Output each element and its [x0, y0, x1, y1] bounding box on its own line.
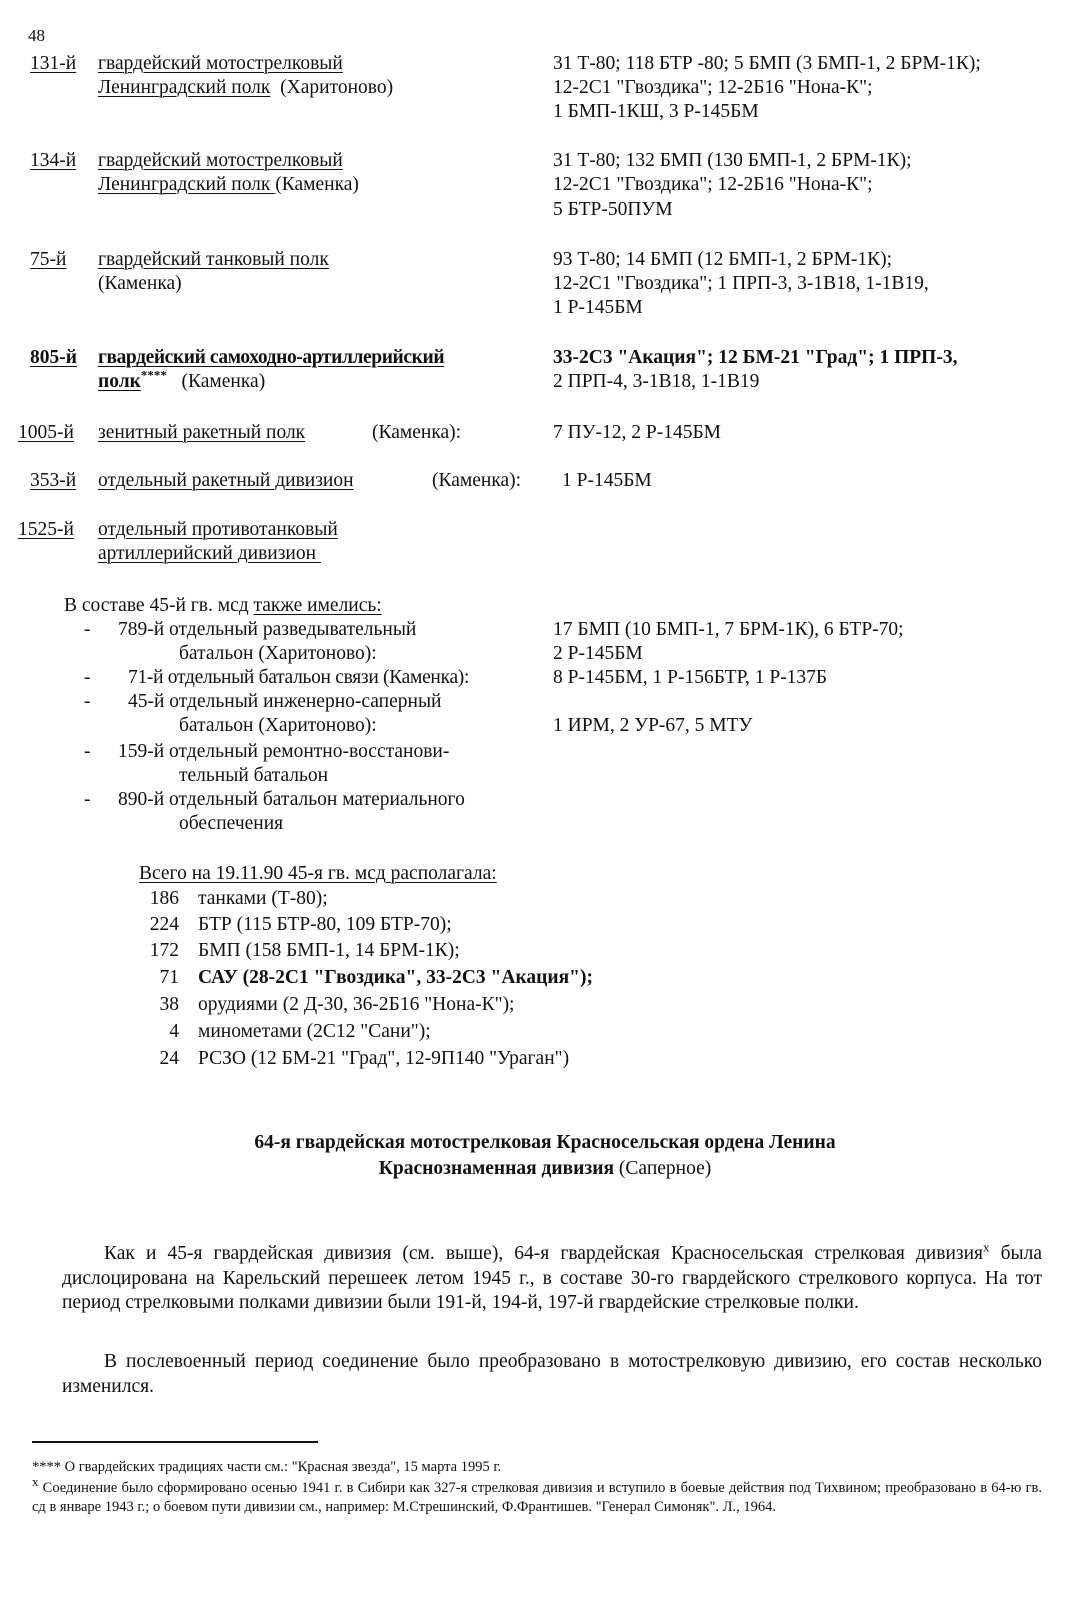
footnote-mark: x: [982, 1239, 990, 1255]
footnote-mark: ****: [32, 1459, 61, 1475]
equipment-line: 12-2С1 "Гвоздика"; 1 ПРП-3, 3-1В18, 1-1В19,: [553, 273, 929, 294]
equipment-line: 2 Р-145БМ: [553, 643, 643, 664]
equipment-line: 17 БМП (10 БМП-1, 7 БРМ-1К), 6 БТР-70;: [553, 619, 904, 640]
regiment-name-line2: полк: [98, 371, 141, 392]
regiment-name-line2: Ленинградский полк: [98, 174, 276, 195]
regiment-location: (Каменка): [98, 273, 182, 294]
body-paragraph-1: [62, 1239, 1042, 1316]
total-text: орудиями (2 Д-30, 36-2Б16 "Нона-К");: [198, 994, 515, 1015]
equipment-line: 2 ПРП-4, 3-1В18, 1-1В19: [553, 371, 760, 392]
unit-line: 890-й отдельный батальон материального: [118, 789, 465, 810]
list-dash: -: [84, 667, 91, 688]
total-count: 224: [149, 914, 179, 935]
regiment-number: 353-й: [30, 470, 77, 491]
total-count: 4: [169, 1021, 179, 1042]
regiment-location: (Харитоново): [280, 77, 394, 98]
division-heading-location: (Саперное): [614, 1158, 712, 1179]
footnote-2: [32, 1474, 1042, 1517]
unit-line: 71-й отдельный батальон связи (Каменка):: [128, 667, 470, 688]
list-dash: -: [84, 691, 91, 712]
equipment-line: 5 БТР-50ПУМ: [553, 199, 673, 220]
equipment-line: 33-2С3 "Акация"; 12 БМ-21 "Град"; 1 ПРП-3,: [553, 347, 958, 368]
unit-line: тельный батальон: [179, 765, 329, 786]
total-count: 172: [149, 940, 179, 961]
regiment-number: 134-й: [30, 150, 77, 171]
regiment-name-line1: отдельный противотанковый: [98, 519, 338, 540]
regiment-number: 131-й: [30, 53, 77, 74]
regiment-location: (Каменка):: [372, 422, 462, 443]
unit-line: батальон (Харитоново):: [179, 643, 377, 664]
equipment-line: 12-2С1 "Гвоздика"; 12-2Б16 "Нона-К";: [553, 77, 873, 98]
total-count: 38: [159, 994, 179, 1015]
paragraph-text: была дислоцирована на Карельский перешеек летом 1945 г., в составе 30-го гвардейского стрелкового корпуса. На тот период стрелковыми полками дивизии были 191-й, 194-й, 197-й гвардейские стрелковые полки.: [62, 1243, 1042, 1313]
regiment-name-line1: гвардейский мотострелковый: [98, 150, 343, 171]
list-dash: -: [84, 741, 91, 762]
list-dash: -: [84, 619, 91, 640]
list-dash: -: [84, 789, 91, 810]
equipment-line: 1 БМП-1КШ, 3 Р-145БМ: [553, 101, 759, 122]
unit-line: 159-й отдельный ремонтно-восстанови-: [118, 741, 450, 762]
footnote-text: Соединение было сформировано осенью 1941 г. в Сибири как 327-я стрелковая дивизия и вступило в боевые действия под Тихвином; преобразовано в 64-ю гв. сд в январе 1943 г.; о боевом пути дивизии см., например: М.Стрешинский, Ф.Франтишев. "Генерал Симоняк". Л., 1964.: [32, 1480, 1042, 1515]
equipment-line: 1 ИРМ, 2 УР-67, 5 МТУ: [553, 715, 753, 736]
regiment-name-line1: гвардейский самоходно-артиллерийский: [98, 347, 445, 368]
total-text: БТР (115 БТР-80, 109 БТР-70);: [198, 914, 452, 935]
regiment-name-line1: зенитный ракетный полк: [98, 422, 306, 443]
footnote-separator: [32, 1441, 318, 1443]
page-number: 48: [28, 26, 45, 45]
unit-line: 45-й отдельный инженерно-саперный: [128, 691, 442, 712]
total-count: 186: [149, 888, 179, 909]
regiment-name-line2: Ленинградский полк: [98, 77, 271, 98]
regiment-number: 1005-й: [18, 422, 74, 443]
total-text: танками (Т-80);: [198, 888, 328, 909]
regiment-name-line1: гвардейский мотострелковый: [98, 53, 343, 74]
equipment-line: 31 Т-80; 118 БТР -80; 5 БМП (3 БМП-1, 2 БРМ-1К);: [553, 53, 981, 74]
regiment-name-line1: гвардейский танковый полк: [98, 249, 329, 270]
regiment-location: (Каменка):: [432, 470, 522, 491]
unit-line: батальон (Харитоново):: [179, 715, 377, 736]
total-text: САУ (28-2С1 "Гвоздика", 33-2С3 "Акация");: [198, 967, 593, 988]
footnote-mark: ****: [140, 367, 167, 383]
unit-line: обеспечения: [179, 813, 284, 834]
paragraph-text: Как и 45-я гвардейская дивизия (см. выше), 64-я гвардейская Красносельская стрелковая дивизия: [104, 1243, 983, 1264]
footnote-mark: x: [32, 1474, 39, 1490]
body-paragraph-2: В послевоенный период соединение было преобразовано в мотострелковую дивизию, его состав несколько изменился.: [62, 1351, 1042, 1397]
equipment-line: 7 ПУ-12, 2 Р-145БМ: [553, 422, 722, 443]
regiment-number: 805-й: [30, 347, 77, 368]
equipment-line: 8 Р-145БМ, 1 Р-156БТР, 1 Р-137Б: [553, 667, 828, 688]
regiment-number: 1525-й: [18, 519, 74, 540]
equipment-line: 1 Р-145БМ: [562, 470, 652, 491]
also-intro: В составе 45-й гв. мсд: [64, 595, 254, 616]
equipment-line: 93 Т-80; 14 БМП (12 БМП-1, 2 БРМ-1К);: [553, 249, 893, 270]
equipment-line: 31 Т-80; 132 БМП (130 БМП-1, 2 БРМ-1К);: [553, 150, 912, 171]
equipment-line: 1 Р-145БМ: [553, 297, 643, 318]
footnote-1: [32, 1458, 1042, 1477]
totals-title: Всего на 19.11.90 45-я гв. мсд располагала:: [139, 863, 497, 884]
also-intro-underlined: также имелись:: [253, 595, 382, 616]
total-count: 71: [159, 967, 179, 988]
regiment-name-line1: отдельный ракетный дивизион: [98, 470, 354, 491]
regiment-location: (Каменка): [181, 371, 266, 392]
regiment-location: (Каменка): [275, 174, 359, 195]
total-text: минометами (2С12 "Сани");: [198, 1021, 431, 1042]
division-heading-line1: 64-я гвардейская мотострелковая Красносельская ордена Ленина: [254, 1132, 836, 1153]
footnote-text: О гвардейских традициях части см.: "Красная звезда", 15 марта 1995 г.: [61, 1459, 502, 1475]
total-text: БМП (158 БМП-1, 14 БРМ-1К);: [198, 940, 460, 961]
regiment-name-line2: артиллерийский дивизион: [98, 543, 321, 564]
total-text: РСЗО (12 БМ-21 "Град", 12-9П140 "Ураган"): [198, 1048, 570, 1069]
unit-line: 789-й отдельный разведывательный: [118, 619, 417, 640]
total-count: 24: [159, 1048, 179, 1069]
equipment-line: 12-2С1 "Гвоздика"; 12-2Б16 "Нона-К";: [553, 174, 873, 195]
division-heading-bold: Краснознаменная дивизия: [378, 1158, 615, 1179]
regiment-number: 75-й: [30, 249, 67, 270]
